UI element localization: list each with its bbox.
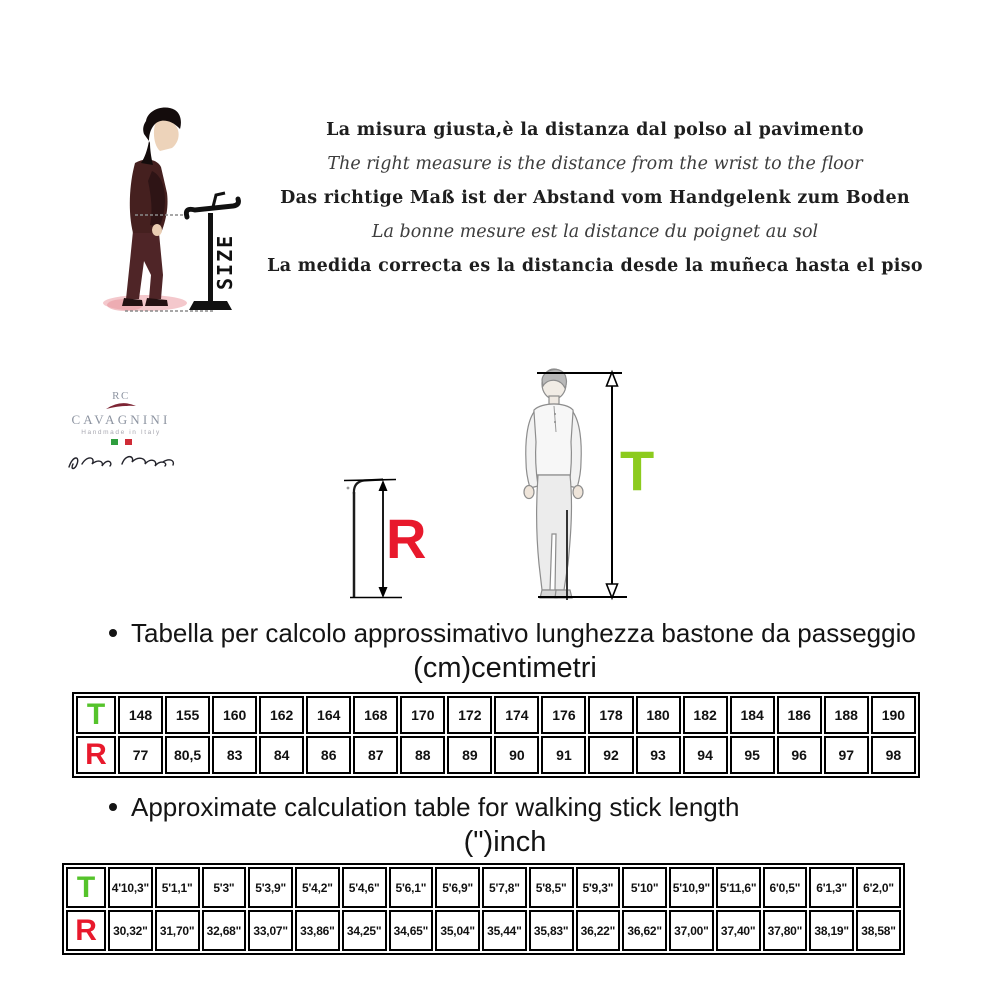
cm-t-header: T [76,696,116,734]
cm-height-cell: 190 [871,696,916,734]
cm-height-cell: 178 [588,696,633,734]
cm-stick-cell: 95 [730,736,775,774]
cm-height-cell: 155 [165,696,210,734]
cm-stick-cell: 84 [259,736,304,774]
inch-height-cell: 5'9,3" [576,867,621,908]
inch-section-title: Approximate calculation table for walking stick length [131,792,740,822]
cm-stick-cell: 90 [494,736,539,774]
cm-stick-cell: 94 [683,736,728,774]
cm-height-cell: 160 [212,696,257,734]
inch-stick-cell: 33,07" [248,910,293,951]
inch-height-cell: 5'11,6" [716,867,761,908]
inch-height-cell: 5'7,8" [482,867,527,908]
inch-height-cell: 5'3,9" [248,867,293,908]
cm-stick-cell: 93 [636,736,681,774]
inch-height-cell: 6'0,5" [763,867,808,908]
arrow-down-icon [607,584,618,598]
cm-height-cell: 174 [494,696,539,734]
inch-stick-cell: 37,80" [763,910,808,951]
inch-stick-cell: 37,40" [716,910,761,951]
inch-stick-cell: 37,00" [669,910,714,951]
cm-stick-cell: 98 [871,736,916,774]
arrow-up-icon [379,480,388,491]
instruction-line-it: La misura giusta,è la distanza dal polso al pavimento [326,120,864,140]
inch-height-cell: 5'6,1" [389,867,434,908]
cm-height-cell: 172 [447,696,492,734]
cm-stick-cell: 80,5 [165,736,210,774]
inch-stick-cell: 38,19" [809,910,854,951]
arrow-down-icon [379,587,388,598]
cm-height-cell: 184 [730,696,775,734]
logo-swoosh-icon [104,402,138,411]
instructions-block [250,113,940,283]
cm-stick-cell: 92 [588,736,633,774]
cm-stick-cell: 97 [824,736,869,774]
cm-height-cell: 170 [400,696,445,734]
cm-height-row [76,696,916,734]
arrow-up-icon [607,372,618,386]
inch-stick-cell: 35,44" [482,910,527,951]
inch-height-cell: 5'3" [202,867,247,908]
inch-stick-cell: 32,68" [202,910,247,951]
cm-stick-cell: 96 [777,736,822,774]
signature-icon [62,448,180,476]
inch-stick-cell: 38,58" [856,910,901,951]
cm-height-cell: 162 [259,696,304,734]
logo-tagline: Handmade in Italy [81,429,161,436]
inch-stick-cell: 30,32" [108,910,153,951]
inch-size-table [62,863,905,955]
inch-height-cell: 4'10,3" [108,867,153,908]
cm-height-cell: 182 [683,696,728,734]
cm-size-table [72,692,920,778]
inch-height-cell: 5'4,6" [342,867,387,908]
inch-section-heading [95,790,915,860]
cm-stick-cell: 86 [306,736,351,774]
cm-stick-cell: 83 [212,736,257,774]
instruction-line-es: La medida correcta es la distancia desde la muñeca hasta el piso [267,256,923,276]
cm-height-cell: 164 [306,696,351,734]
inch-stick-cell: 35,83" [529,910,574,951]
cm-height-cell: 186 [777,696,822,734]
bullet-icon [109,629,117,637]
figure-head [154,120,179,151]
cm-stick-row [76,736,916,774]
height-measure-diagram [530,365,630,607]
figure-legs [126,231,163,299]
inch-stick-cell: 35,04" [435,910,480,951]
inch-t-header: T [66,867,106,908]
cm-section-heading [95,616,915,686]
size-vertical-label: SIZE [213,233,237,290]
cm-height-cell: 180 [636,696,681,734]
inch-stick-cell: 34,65" [389,910,434,951]
inch-stick-cell: 34,25" [342,910,387,951]
instruction-line-en: The right measure is the distance from the wrist to the floor [327,154,863,174]
inch-height-cell: 5'1,1" [155,867,200,908]
inch-unit-label: (")inch [463,826,547,858]
cm-stick-cell: 91 [541,736,586,774]
inch-stick-cell: 33,86" [295,910,340,951]
logo-brand-name: CAVAGNINI [71,412,171,427]
inch-height-cell: 5'10,9" [669,867,714,908]
inch-stick-cell: 36,62" [622,910,667,951]
inch-height-row [66,867,901,908]
cm-height-cell: 188 [824,696,869,734]
inch-height-cell: 6'1,3" [809,867,854,908]
bullet-icon [109,803,117,811]
inch-stick-row [66,910,901,951]
inch-height-cell: 5'6,9" [435,867,480,908]
instruction-line-fr: La bonne mesure est la distance du poignet au sol [371,222,819,242]
cm-stick-cell: 88 [400,736,445,774]
inch-stick-cell: 31,70" [155,910,200,951]
instruction-line-de: Das richtige Maß ist der Abstand vom Handgelenk zum Boden [280,188,910,208]
italian-flag-icon [56,439,186,445]
cm-stick-cell: 87 [353,736,398,774]
cm-stick-cell: 89 [447,736,492,774]
cm-unit-label: (cm)centimetri [413,652,597,684]
inch-height-cell: 5'4,2" [295,867,340,908]
logo-initials: RC [112,390,130,402]
stick-length-label: R [386,507,427,570]
cm-height-cell: 176 [541,696,586,734]
cm-height-cell: 148 [118,696,163,734]
body-height-label: T [620,439,655,502]
inch-r-header: R [66,910,106,951]
inch-stick-cell: 36,22" [576,910,621,951]
inch-height-cell: 5'10" [622,867,667,908]
cm-section-title: Tabella per calcolo approssimativo lunghezza bastone da passeggio [131,618,916,648]
inch-height-cell: 5'8,5" [529,867,574,908]
brand-logo [56,390,186,476]
cane-handle [354,480,383,495]
cm-height-cell: 168 [353,696,398,734]
inch-height-cell: 6'2,0" [856,867,901,908]
stick-base [189,301,232,310]
cm-r-header: R [76,736,116,774]
cm-stick-cell: 77 [118,736,163,774]
person-with-stick-illustration [95,103,255,318]
